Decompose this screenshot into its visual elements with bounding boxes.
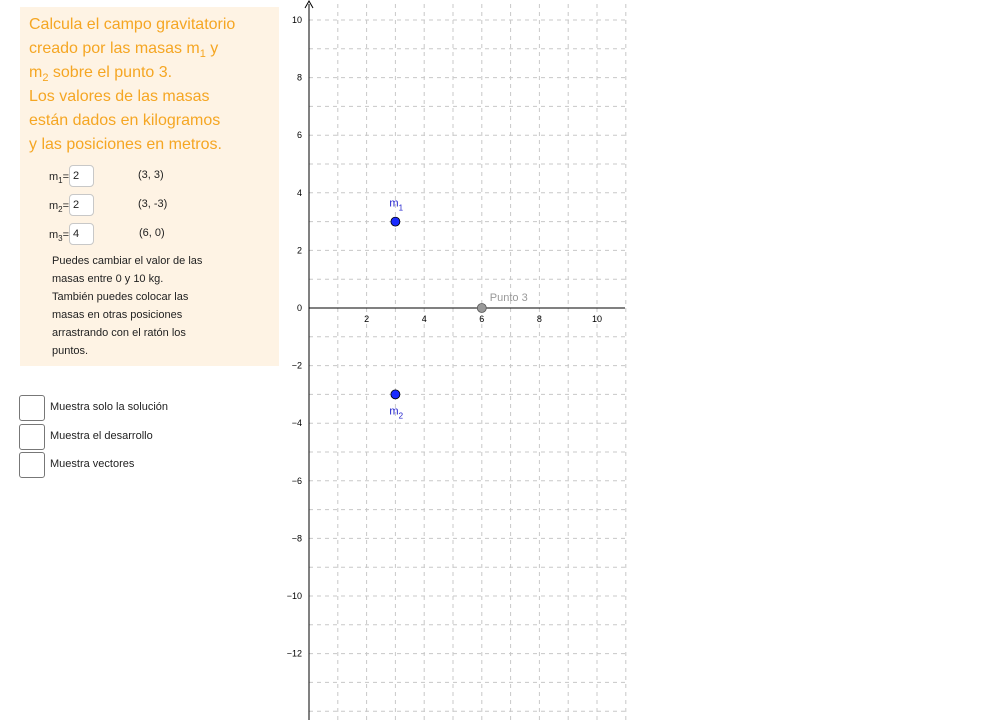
- y-tick-label: 2: [296, 245, 302, 256]
- mass-1-input[interactable]: 2: [69, 165, 94, 187]
- points[interactable]: [389, 198, 527, 421]
- y-tick-label: −10: [286, 591, 302, 601]
- mass-1-coords: (3, 3): [138, 169, 164, 181]
- x-tick-label: 4: [421, 314, 427, 324]
- y-tick-label: −8: [291, 533, 302, 544]
- y-tick-label: −12: [286, 648, 302, 659]
- mass-point-1-label: $m_1$: [389, 197, 404, 213]
- y-tick-label: −2: [291, 360, 302, 371]
- y-tick-label: 6: [296, 130, 302, 141]
- x-tick-label: 2: [364, 314, 370, 324]
- problem-line-3: $m_2$ sobre el punto 3.: [29, 64, 173, 84]
- x-tick-label: 10: [591, 314, 603, 324]
- mass-3-coords: (6, 0): [139, 227, 165, 239]
- y-tick-label: −4: [291, 418, 302, 429]
- hint-line: Puedes cambiar el valor de las: [52, 255, 203, 267]
- x-tick-label: 8: [536, 314, 542, 324]
- axes: [305, 1, 625, 720]
- problem-line-5: están dados en kilogramos: [29, 112, 221, 129]
- y-tick-label: 4: [296, 187, 302, 198]
- hint-line: masas en otras posiciones: [52, 309, 183, 321]
- mass-2-coords: (3, -3): [138, 198, 168, 210]
- y-tick-label: 10: [291, 15, 302, 25]
- grid: [309, 4, 626, 720]
- x-tick-label: 6: [479, 314, 485, 324]
- mass-2-input[interactable]: 2: [69, 194, 94, 216]
- checkbox-solution-label[interactable]: Muestra solo la solución: [50, 401, 169, 413]
- mass-1-label: $m_1=$: [49, 171, 70, 185]
- y-tick-label: −6: [291, 475, 302, 486]
- mass-point-2[interactable]: [391, 390, 400, 399]
- mass-3-label: $m_3=$: [49, 229, 70, 243]
- y-tick-label: 8: [296, 72, 302, 83]
- checkbox-vectors-label[interactable]: Muestra vectores: [50, 458, 135, 470]
- mass-point-2-label: $m_2$: [389, 405, 404, 421]
- problem-line-1: Calcula el campo gravitatorio: [29, 16, 236, 33]
- problem-line-2: creado por las masas $m_1$ y: [29, 40, 219, 60]
- mass-3-input[interactable]: 4: [69, 223, 94, 245]
- hint-line: arrastrando con el ratón los: [52, 327, 186, 339]
- hint-line: puntos.: [52, 345, 89, 357]
- punto-3-point[interactable]: [477, 304, 486, 313]
- problem-line-4: Los valores de las masas: [29, 88, 210, 105]
- hint-line: masas entre 0 y 10 kg.: [52, 273, 164, 285]
- mass-point-1[interactable]: [391, 217, 400, 226]
- hint-line: También puedes colocar las: [52, 291, 189, 303]
- mass-2-label: $m_2=$: [49, 200, 70, 214]
- y-tick-label: 0: [296, 303, 302, 313]
- punto-3-label: Punto 3: [489, 292, 528, 304]
- checkbox-development-label[interactable]: Muestra el desarrollo: [50, 430, 153, 442]
- problem-line-6: y las posiciones en metros.: [29, 136, 222, 153]
